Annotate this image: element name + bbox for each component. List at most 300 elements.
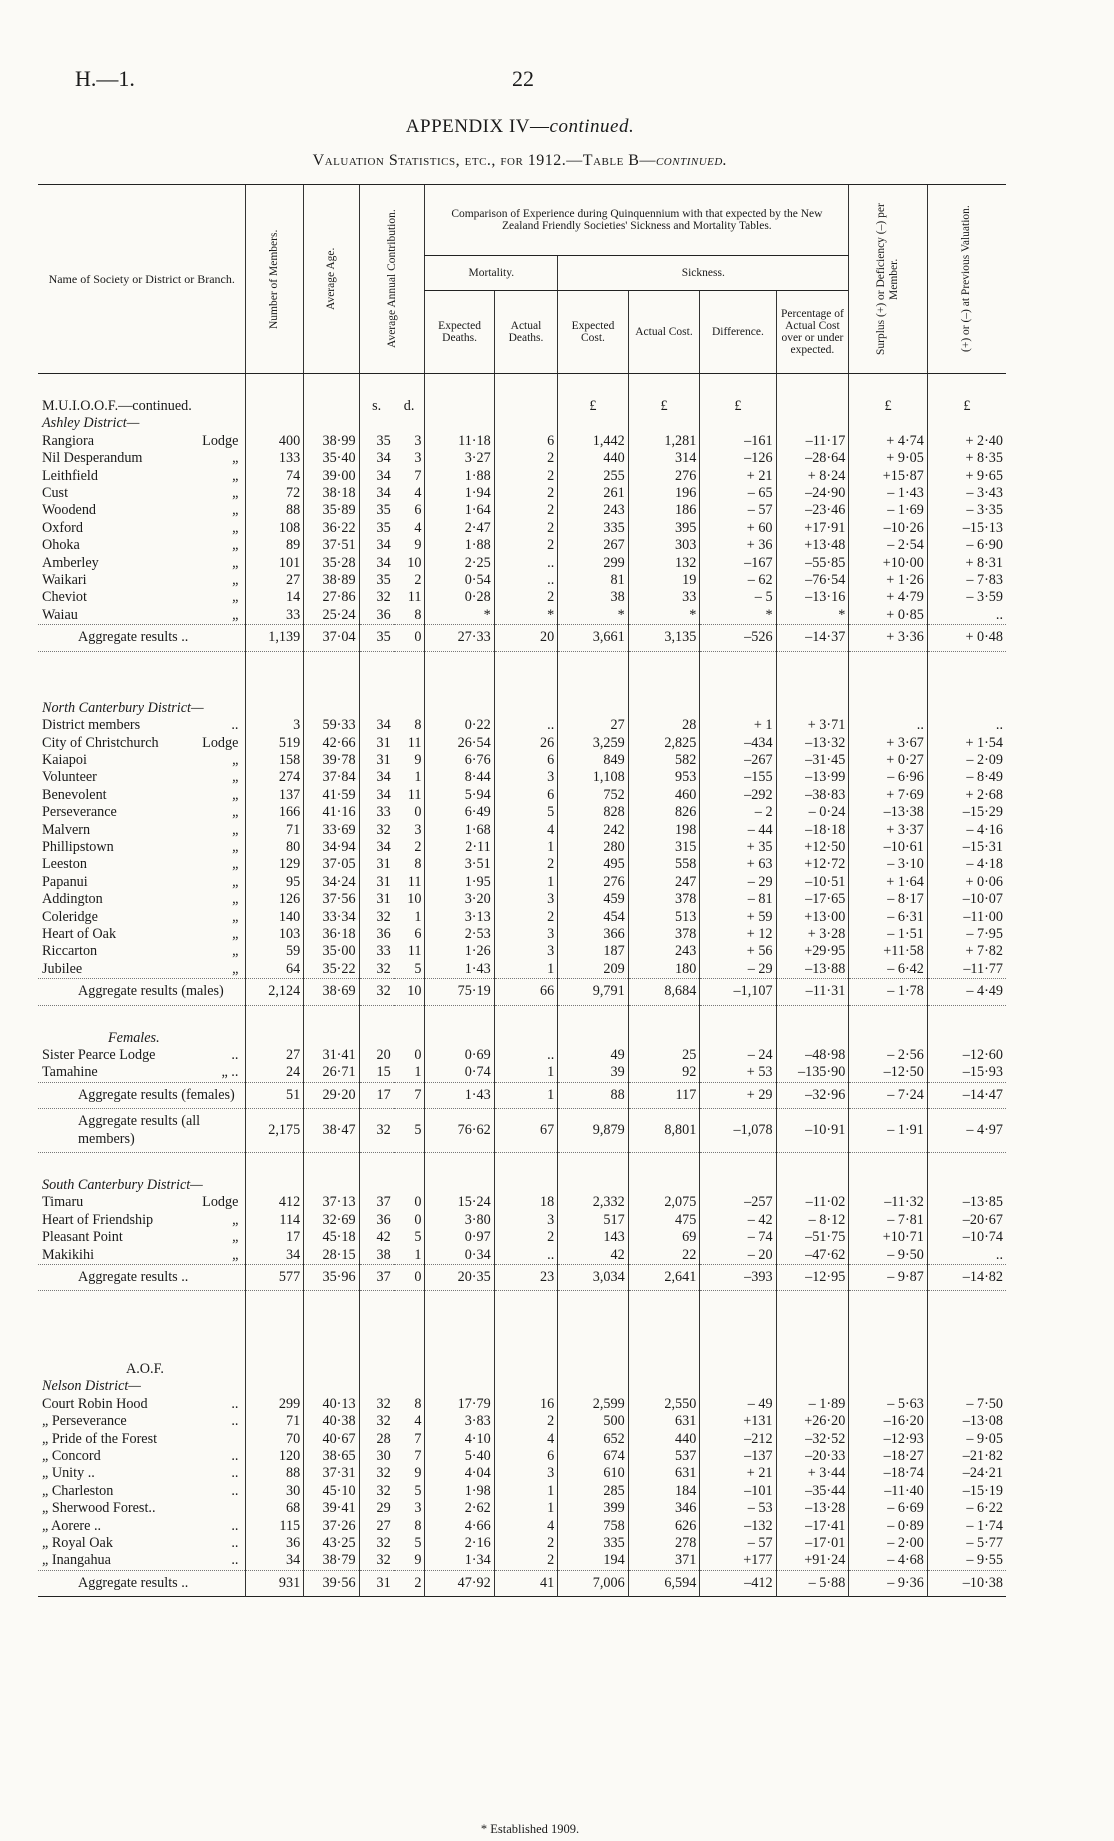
expected-cost-cell: 440 (558, 450, 628, 467)
members-cell: 68 (246, 1500, 304, 1517)
branch-name: Cheviot „ (42, 589, 239, 606)
previous-cell: + 1·54 (927, 735, 1006, 752)
surplus-cell: + 4·74 (849, 433, 928, 450)
percentage-cell: –23·46 (776, 502, 849, 519)
surplus-cell: + 3·36 (849, 625, 928, 651)
contrib-d-cell: 11 (407, 734, 422, 751)
percentage-cell: –17·01 (776, 1535, 849, 1552)
members-cell: 88 (246, 1465, 304, 1482)
actual-cost-cell: 247 (628, 874, 700, 891)
previous-cell: + 0·48 (927, 625, 1006, 651)
actual-deaths-cell: 2 (494, 1413, 558, 1430)
difference-cell: + 59 (700, 909, 776, 926)
percentage-cell: –28·64 (776, 450, 849, 467)
table-body (38, 374, 1006, 433)
contrib-s-cell: 32 (359, 822, 394, 839)
actual-cost-cell: 631 (628, 1413, 700, 1430)
surplus-cell: – 9·87 (849, 1265, 928, 1291)
difference-cell: – 74 (700, 1229, 776, 1246)
difference-cell: +131 (700, 1413, 776, 1430)
previous-cell: –11·77 (927, 961, 1006, 979)
branch-name: Heart of Friendship „ (42, 1211, 239, 1228)
actual-deaths-cell: 2 (494, 1229, 558, 1246)
branch-name: Volunteer „ (42, 769, 239, 786)
difference-cell: –526 (700, 625, 776, 651)
section-heading-row (38, 1177, 1006, 1194)
expected-deaths-cell: 4·04 (425, 1465, 494, 1482)
previous-cell: –13·85 (927, 1194, 1006, 1211)
difference-cell: –393 (700, 1265, 776, 1291)
members-cell: 126 (246, 891, 304, 908)
difference-cell: + 35 (700, 839, 776, 856)
surplus-cell: + 3·67 (849, 735, 928, 752)
age-cell: 37·04 (304, 625, 359, 651)
surplus-cell: – 2·00 (849, 1535, 928, 1552)
difference-cell: – 2 (700, 804, 776, 821)
branch-name: „ Perseverance .. (42, 1413, 239, 1430)
branch-name: „ Charleston .. (42, 1482, 239, 1499)
surplus-cell: –11·32 (849, 1194, 928, 1211)
expected-deaths-cell: 0·28 (425, 589, 494, 606)
branch-name: Nil Desperandum „ (42, 450, 239, 467)
expected-cost-cell: 849 (558, 752, 628, 769)
expected-cost-cell: 299 (558, 555, 628, 572)
expected-cost-cell: 335 (558, 1535, 628, 1552)
table-row (38, 537, 1006, 554)
percentage-cell: –13·16 (776, 589, 849, 606)
table-row (38, 1552, 1006, 1570)
actual-cost-cell: * (628, 607, 700, 625)
spacer-row (38, 651, 1006, 700)
contrib-d-cell: 2 (394, 1570, 425, 1596)
difference-cell: – 57 (700, 1535, 776, 1552)
difference-cell: – 42 (700, 1212, 776, 1229)
header-sickness: Sickness. (558, 256, 849, 291)
age-cell: 41·16 (304, 804, 359, 821)
actual-cost-cell: 303 (628, 537, 700, 554)
actual-cost-cell: 6,594 (628, 1570, 700, 1596)
branch-name: Leeston „ (42, 856, 239, 873)
surplus-cell: + 1·26 (849, 572, 928, 589)
header-expected-deaths: Expected Deaths. (425, 291, 494, 374)
society-heading: M.U.I.O.O.F.—continued. (42, 398, 192, 414)
expected-cost-cell: 143 (558, 1229, 628, 1246)
members-cell: 101 (246, 555, 304, 572)
members-cell: 2,175 (246, 1109, 304, 1153)
table-row (38, 943, 1006, 960)
contrib-d-cell: 3 (414, 432, 422, 449)
difference-cell: –137 (700, 1448, 776, 1465)
actual-deaths-cell: 2 (494, 450, 558, 467)
previous-cell: .. (927, 607, 1006, 625)
surplus-cell: – 1·69 (849, 502, 928, 519)
surplus-cell: – 6·69 (849, 1500, 928, 1517)
difference-cell: –212 (700, 1431, 776, 1448)
branch-name: Rangiora Lodge (42, 432, 239, 449)
age-cell: 40·38 (304, 1413, 359, 1430)
actual-deaths-cell: 41 (494, 1570, 558, 1596)
members-cell: 519 (246, 735, 304, 752)
expected-deaths-cell: 3·83 (425, 1413, 494, 1430)
ashley-aggregate (38, 625, 1006, 651)
actual-deaths-cell: 26 (494, 735, 558, 752)
actual-cost-cell: 132 (628, 555, 700, 572)
actual-cost-cell: 278 (628, 1535, 700, 1552)
actual-cost-cell: 537 (628, 1448, 700, 1465)
females-heading: Females. (108, 1029, 160, 1046)
branch-name: Leithfield „ (42, 467, 239, 484)
age-cell: 34·94 (304, 839, 359, 856)
surplus-cell: –16·20 (849, 1413, 928, 1430)
expected-cost-cell: 38 (558, 589, 628, 606)
previous-cell: – 6·90 (927, 537, 1006, 554)
header-age: Average Age. (304, 185, 359, 374)
age-cell: 33·34 (304, 909, 359, 926)
table-row (38, 839, 1006, 856)
expected-cost-cell: 39 (558, 1064, 628, 1082)
header-actual-deaths: Actual Deaths. (494, 291, 558, 374)
difference-cell: + 1 (700, 717, 776, 734)
age-cell: 35·00 (304, 943, 359, 960)
contrib-s-cell: 32 (359, 979, 394, 1005)
contrib-s-cell: 32 (359, 1413, 394, 1430)
percentage-cell: –18·18 (776, 822, 849, 839)
header-previous: (+) or (–) at Previous Valuation. (927, 185, 1006, 374)
percentage-cell: –55·85 (776, 555, 849, 572)
actual-cost-cell: 243 (628, 943, 700, 960)
contrib-d-cell: 0 (414, 804, 422, 821)
branch-name: Cust „ (42, 485, 239, 502)
surplus-cell: + 4·79 (849, 589, 928, 606)
difference-cell: + 29 (700, 1082, 776, 1108)
contrib-d-cell: 1 (414, 1064, 422, 1081)
branch-name: Ohoka „ (42, 537, 239, 554)
surplus-cell: – 4·68 (849, 1552, 928, 1570)
actual-deaths-cell: 67 (494, 1109, 558, 1153)
surplus-cell: –12·50 (849, 1064, 928, 1082)
contrib-d-cell: 7 (414, 1430, 422, 1447)
members-cell: 577 (246, 1265, 304, 1291)
members-cell: 299 (246, 1396, 304, 1413)
section-heading-row (38, 700, 1006, 717)
branch-name: Addington „ (42, 891, 239, 908)
surplus-cell: – 1·51 (849, 926, 928, 943)
actual-deaths-cell: 2 (494, 1535, 558, 1552)
aggregate-row (38, 979, 1006, 1005)
difference-cell: –412 (700, 1570, 776, 1596)
expected-deaths-cell: 0·74 (425, 1064, 494, 1082)
difference-cell: + 21 (700, 468, 776, 485)
expected-cost-cell: 335 (558, 520, 628, 537)
age-cell: 27·86 (304, 589, 359, 606)
difference-cell: – 29 (700, 874, 776, 891)
contrib-s-cell: 31 (359, 891, 394, 908)
branch-name: Amberley „ (42, 554, 239, 571)
contrib-d-cell: 9 (414, 1465, 422, 1482)
contrib-d-cell: 0 (414, 1211, 422, 1228)
table-row (38, 874, 1006, 891)
actual-cost-cell: 8,684 (628, 979, 700, 1005)
percentage-cell: +13·00 (776, 909, 849, 926)
actual-deaths-cell: 2 (494, 520, 558, 537)
actual-cost-cell: 180 (628, 961, 700, 979)
percentage-cell: –13·88 (776, 961, 849, 979)
previous-cell: + 8·35 (927, 450, 1006, 467)
expected-deaths-cell: 1·64 (425, 502, 494, 519)
percentage-cell: +29·95 (776, 943, 849, 960)
contrib-s-cell: 34 (359, 555, 394, 572)
branch-name: Waiau „ (42, 606, 239, 623)
contrib-d-cell: 7 (394, 1082, 425, 1108)
members-cell: 70 (246, 1431, 304, 1448)
members-cell: 17 (246, 1229, 304, 1246)
contrib-s-cell: 33 (359, 943, 394, 960)
members-cell: 2,124 (246, 979, 304, 1005)
expected-deaths-cell: 1·68 (425, 822, 494, 839)
surplus-cell: – 7·24 (849, 1082, 928, 1108)
contrib-d-cell: 9 (414, 537, 422, 554)
contrib-d-cell: 0 (394, 625, 425, 651)
header-expected-cost: Expected Cost. (558, 291, 628, 374)
expected-cost-cell: 276 (558, 874, 628, 891)
actual-cost-cell: 315 (628, 839, 700, 856)
age-cell: 41·59 (304, 787, 359, 804)
age-cell: 33·69 (304, 822, 359, 839)
members-cell: 72 (246, 485, 304, 502)
actual-cost-cell: 460 (628, 787, 700, 804)
age-cell: 38·89 (304, 572, 359, 589)
table-row (38, 450, 1006, 467)
age-cell: 37·56 (304, 891, 359, 908)
previous-cell: – 9·55 (927, 1552, 1006, 1570)
table-row (38, 787, 1006, 804)
contrib-d-cell: 5 (394, 1109, 425, 1153)
contrib-s-cell: 32 (359, 1552, 394, 1570)
expected-deaths-cell: 76·62 (425, 1109, 494, 1153)
actual-cost-cell: 2,075 (628, 1194, 700, 1211)
difference-cell: – 81 (700, 891, 776, 908)
district-heading: South Canterbury District— (42, 1177, 203, 1194)
difference-cell: – 62 (700, 572, 776, 589)
contrib-d-cell: 10 (407, 554, 422, 571)
actual-cost-cell: 626 (628, 1518, 700, 1535)
age-cell: 38·18 (304, 485, 359, 502)
expected-cost-cell: 3,661 (558, 625, 628, 651)
expected-deaths-cell: 3·20 (425, 891, 494, 908)
surplus-cell: – 6·42 (849, 961, 928, 979)
unit-pound: £ (558, 398, 628, 415)
expected-deaths-cell: 2·62 (425, 1500, 494, 1517)
previous-cell: – 3·35 (927, 502, 1006, 519)
surplus-cell: + 7·69 (849, 787, 928, 804)
expected-deaths-cell: 1·26 (425, 943, 494, 960)
expected-cost-cell: 454 (558, 909, 628, 926)
members-cell: 36 (246, 1535, 304, 1552)
branch-name: Phillipstown „ (42, 838, 239, 855)
table-row (38, 1483, 1006, 1500)
members-cell: 74 (246, 468, 304, 485)
actual-cost-cell: 8,801 (628, 1109, 700, 1153)
age-cell: 38·47 (304, 1109, 359, 1153)
aggregate-label: Aggregate results .. (38, 1570, 246, 1596)
contrib-d-cell: 0 (414, 1194, 422, 1211)
actual-deaths-cell: 2 (494, 856, 558, 873)
percentage-cell: –51·75 (776, 1229, 849, 1246)
previous-cell: –10·07 (927, 891, 1006, 908)
table-row (38, 1047, 1006, 1064)
contrib-d-cell: 8 (414, 1517, 422, 1534)
contrib-s-cell: 37 (359, 1265, 394, 1291)
contrib-s-cell: 32 (359, 961, 394, 979)
contrib-d-cell: 9 (414, 1552, 422, 1569)
expected-cost-cell: 81 (558, 572, 628, 589)
contrib-s-cell: 34 (359, 468, 394, 485)
branch-name: Heart of Oak „ (42, 925, 239, 942)
contrib-d-cell: 7 (414, 1448, 422, 1464)
table-row (38, 1229, 1006, 1246)
expected-cost-cell: 209 (558, 961, 628, 979)
table-footer-rule (38, 1597, 1006, 1600)
expected-cost-cell: 242 (558, 822, 628, 839)
expected-deaths-cell: 4·10 (425, 1431, 494, 1448)
percentage-cell: –13·99 (776, 769, 849, 786)
actual-deaths-cell: 6 (494, 752, 558, 769)
actual-deaths-cell: 1 (494, 1500, 558, 1517)
actual-deaths-cell: 6 (494, 433, 558, 450)
actual-deaths-cell: 2 (494, 589, 558, 606)
expected-deaths-cell: * (425, 607, 494, 625)
contrib-s-cell: 32 (359, 1483, 394, 1500)
previous-cell: –15·31 (927, 839, 1006, 856)
branch-name: Kaiapoi „ (42, 751, 239, 768)
members-cell: 931 (246, 1570, 304, 1596)
table-row (38, 502, 1006, 519)
actual-deaths-cell: 1 (494, 1082, 558, 1108)
expected-cost-cell: 610 (558, 1465, 628, 1482)
district-heading: Nelson District— (42, 1378, 141, 1395)
table-row (38, 485, 1006, 502)
surplus-cell: – 3·10 (849, 856, 928, 873)
actual-deaths-cell: 3 (494, 1212, 558, 1229)
difference-cell: – 24 (700, 1047, 776, 1064)
expected-deaths-cell: 11·18 (425, 433, 494, 450)
aggregate-label: Aggregate results .. (38, 625, 246, 651)
age-cell: 35·22 (304, 961, 359, 979)
contrib-s-cell: 15 (359, 1064, 394, 1082)
actual-deaths-cell: 23 (494, 1265, 558, 1291)
table-row (38, 1535, 1006, 1552)
percentage-cell: –12·95 (776, 1265, 849, 1291)
branch-name: District members .. (42, 717, 239, 734)
expected-deaths-cell: 0·97 (425, 1229, 494, 1246)
expected-cost-cell: 7,006 (558, 1570, 628, 1596)
expected-deaths-cell: 0·54 (425, 572, 494, 589)
aggregate-label: Aggregate results (males) (38, 979, 246, 1005)
branch-name: Court Robin Hood .. (42, 1395, 239, 1412)
surplus-cell: – 9·50 (849, 1247, 928, 1265)
contrib-d-cell: 4 (414, 519, 422, 536)
percentage-cell: +26·20 (776, 1413, 849, 1430)
age-cell: 35·40 (304, 450, 359, 467)
previous-cell: .. (927, 1247, 1006, 1265)
previous-cell: –15·19 (927, 1483, 1006, 1500)
table-row (38, 1448, 1006, 1465)
members-cell: 158 (246, 752, 304, 769)
previous-cell: .. (927, 717, 1006, 734)
actual-cost-cell: 33 (628, 589, 700, 606)
table-body (38, 1153, 1006, 1195)
actual-deaths-cell: 20 (494, 625, 558, 651)
percentage-cell: +91·24 (776, 1552, 849, 1570)
difference-cell: –161 (700, 433, 776, 450)
expected-cost-cell: 27 (558, 717, 628, 734)
previous-cell: + 2·40 (927, 433, 1006, 450)
percentage-cell: +12·50 (776, 839, 849, 856)
expected-deaths-cell: 17·79 (425, 1396, 494, 1413)
difference-cell: –434 (700, 735, 776, 752)
previous-cell: – 2·09 (927, 752, 1006, 769)
expected-cost-cell: 9,791 (558, 979, 628, 1005)
expected-deaths-cell: 1·88 (425, 537, 494, 554)
actual-deaths-cell: 18 (494, 1194, 558, 1211)
percentage-cell: –11·31 (776, 979, 849, 1005)
nelson-aggregate (38, 1570, 1006, 1596)
table-row (38, 1212, 1006, 1229)
south-canterbury-aggregate (38, 1265, 1006, 1291)
society-heading: A.O.F. (126, 1360, 164, 1377)
surplus-cell: –18·74 (849, 1465, 928, 1482)
expected-cost-cell: 2,332 (558, 1194, 628, 1211)
difference-cell: + 56 (700, 943, 776, 960)
percentage-cell: – 8·12 (776, 1212, 849, 1229)
branch-name: Pleasant Point „ (42, 1229, 239, 1246)
percentage-cell: – 0·24 (776, 804, 849, 821)
previous-cell: + 0·06 (927, 874, 1006, 891)
percentage-cell: + 3·28 (776, 926, 849, 943)
age-cell: 36·18 (304, 926, 359, 943)
actual-cost-cell: 22 (628, 1247, 700, 1265)
age-cell: 37·26 (304, 1518, 359, 1535)
percentage-cell: –47·62 (776, 1247, 849, 1265)
actual-cost-cell: 117 (628, 1082, 700, 1108)
age-cell: 37·84 (304, 769, 359, 786)
branch-name: Papanui „ (42, 873, 239, 890)
branch-name: Oxford „ (42, 519, 239, 536)
age-cell: 43·25 (304, 1535, 359, 1552)
table-row (38, 572, 1006, 589)
table-row (38, 555, 1006, 572)
actual-deaths-cell: 4 (494, 1431, 558, 1448)
contrib-d-cell: 1 (414, 769, 422, 786)
members-cell: 3 (246, 717, 304, 734)
branch-name: Makikihi „ (42, 1246, 239, 1263)
members-cell: 80 (246, 839, 304, 856)
age-cell: 40·13 (304, 1396, 359, 1413)
percentage-cell: +17·91 (776, 520, 849, 537)
actual-cost-cell: 184 (628, 1483, 700, 1500)
members-cell: 166 (246, 804, 304, 821)
header-actual-cost: Actual Cost. (628, 291, 700, 374)
surplus-cell: – 9·36 (849, 1570, 928, 1596)
age-cell: 37·13 (304, 1194, 359, 1211)
actual-deaths-cell: 4 (494, 1518, 558, 1535)
surplus-cell: – 5·63 (849, 1396, 928, 1413)
contrib-s-cell: 35 (359, 502, 394, 519)
surplus-cell: – 7·81 (849, 1212, 928, 1229)
expected-cost-cell: 1,108 (558, 769, 628, 786)
branch-name: Jubilee „ (42, 960, 239, 977)
surplus-cell: +11·58 (849, 943, 928, 960)
